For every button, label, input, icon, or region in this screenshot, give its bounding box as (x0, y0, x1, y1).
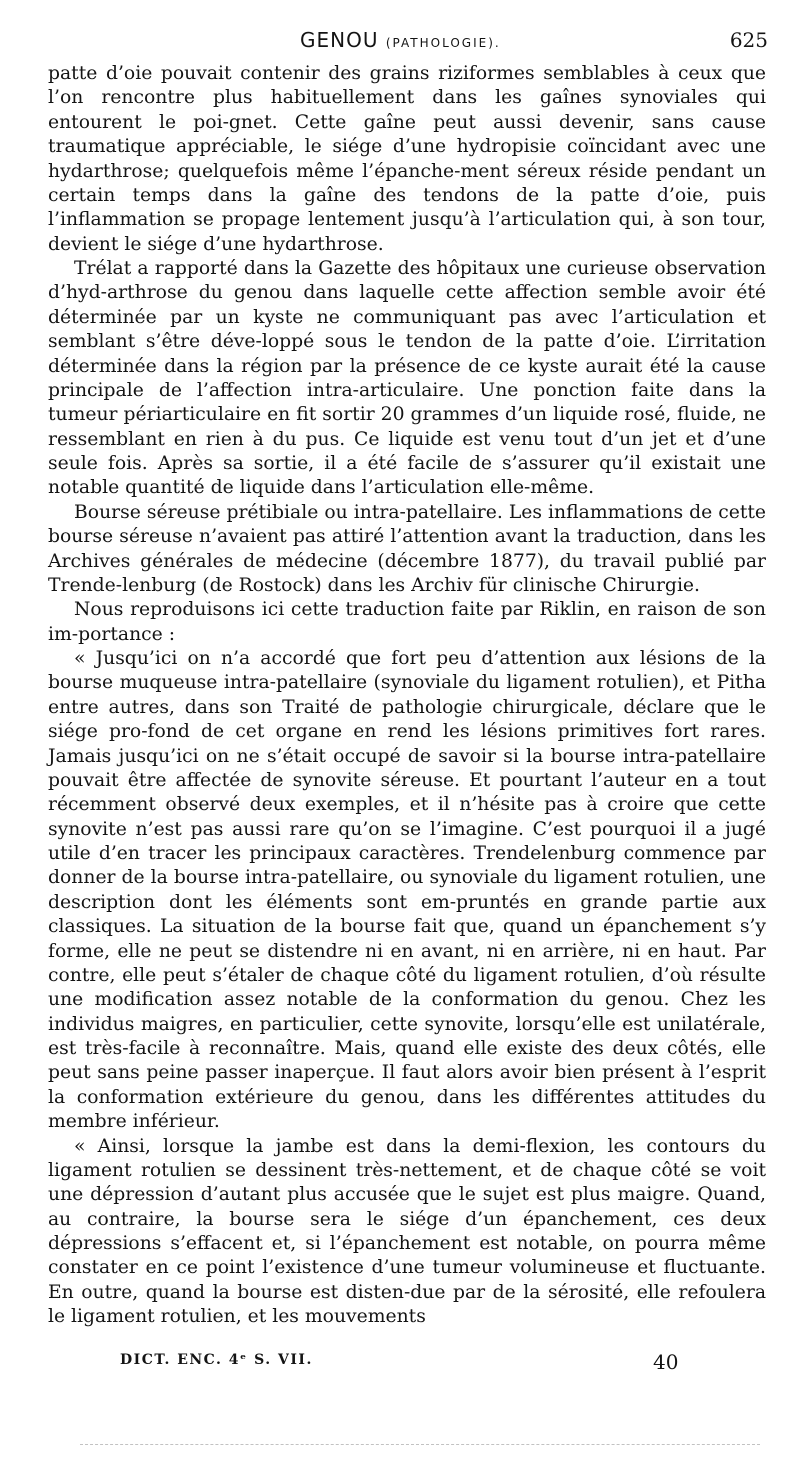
signature-reference: DICT. ENC. 4ᵉ S. VII. (120, 1352, 313, 1368)
bleed-through-trace (80, 1444, 760, 1447)
quote-paragraph-2: « Ainsi, lorsque la jambe est dans la demi-flexion, les contours du ligament rotulien se dessinent très-nettement, et de chaque côté se voit une dépression d’autant plus accusée que le sujet est plus maigre. Quand, au contraire, la bourse sera le siége d’un épanchement, ces deux dépressions s’effacent et, si l’épanchement est notable, on pourra même constater en ce point l’existence d’une tumeur volumineuse et fluctuante. En outre, quand la bourse est disten-due par de la sérosité, elle refoulera le ligament rotulien, et les mouvements (48, 1135, 766, 1328)
paragraph-patte-doie: patte d’oie pouvait contenir des grains riziformes semblables à ceux que l’on rencontre plus habituellement dans les gaînes synoviales qui entourent le poi-gnet. Cette gaîne peut aussi devenir, sans cause traumatique appréciable, le siége d’une hydropisie coïncidant avec une hydarthrose; quelquefois même l’épanche-ment séreux réside pendant un certain temps dans la gaîne des tendons de la patte d’oie, puis l’inflammation se propage lentement jusqu’à l’articulation qui, à son tour, devient le siége d’une hydarthrose. (48, 63, 766, 255)
quote-paragraph-1: « Jusqu’ici on n’a accordé que fort peu d’attention aux lésions de la bourse muqueuse intra-patellaire (synoviale du ligament rotulien), et Pitha entre autres, dans son Traité de pathologie chirurgicale, déclare que le siége pro-fond de cet organe en rend les lésions primitives fort rares. Jamais jusqu’ici on ne s’était occupé de savoir si la bourse intra-patellaire pouvait être affectée de synovite séreuse. Et pourtant l’auteur en a tout récemment observé deux exemples, et il n’hésite pas à croire que cette synovite n’est pas aussi rare qu’on se l’imagine. C’est pourquoi il a jugé utile d’en tracer les principaux caractères. Trendelenburg commence par donner de la bourse intra-patellaire, ou synoviale du ligament rotulien, une description dont les éléments sont em-pruntés en grande partie aux classiques. La situation de la bourse fait que, quand un épanchement s’y forme, elle ne peut se distendre ni en avant, ni en arrière, ni en haut. Par contre, elle peut s’étaler de chaque côté du ligament rotulien, d’où résulte une modification assez notable de la conformation du genou. Chez les individus maigres, en particulier, cette synovite, lorsqu’elle est unilatérale, est très-facile à reconnaître. Mais, quand elle existe des deux côtés, elle peut sans peine passer inaperçue. Il faut alors avoir bien présent à l’esprit la conformation extérieure du genou, dans les différentes attitudes du membre inférieur. (48, 648, 766, 1133)
signature-line (0, 1350, 800, 1380)
running-title-sub: (PATHOLOGIE). (385, 36, 501, 50)
paragraph-bourse-pretibiale: Bourse séreuse prétibiale ou intra-patellaire. Les inflammations de cette bourse séreuse n’avaient pas attiré l’attention avant la traduction, dans les Archives générales de médecine (décembre 1877), du travail publié par Trende-lenburg (de Rostock) dans les Archiv für clinische Chirurgie. (48, 501, 766, 596)
paragraph-riklin: Nous reproduisons ici cette traduction faite par Riklin, en raison de son im-portance : (48, 599, 766, 645)
running-title (300, 28, 501, 52)
running-title-main: GENOU (300, 28, 379, 52)
body-text (48, 62, 766, 1330)
page-number: 625 (729, 28, 768, 52)
paragraph-trelat: Trélat a rapporté dans la Gazette des hôpitaux une curieuse observation d’hyd-arthrose du genou dans laquelle cette affection semble avoir été déterminée par un kyste ne communiquant pas avec l’articulation et semblant s’être déve-loppé sous le tendon de la patte d’oie. L’irritation déterminée dans la région par la présence de ce kyste aurait été la cause principale de l’affection intra-articulaire. Une ponction faite dans la tumeur périarticulaire en fit sortir 20 grammes d’un liquide rosé, fluide, ne ressemblant en rien à du pus. Ce liquide est venu tout d’un jet et d’une seule fois. Après sa sortie, il a été facile de s’assurer qu’il existait une notable quantité de liquide dans l’articulation elle-même. (48, 258, 766, 499)
signature-number: 40 (653, 1350, 679, 1374)
running-head (0, 28, 800, 58)
